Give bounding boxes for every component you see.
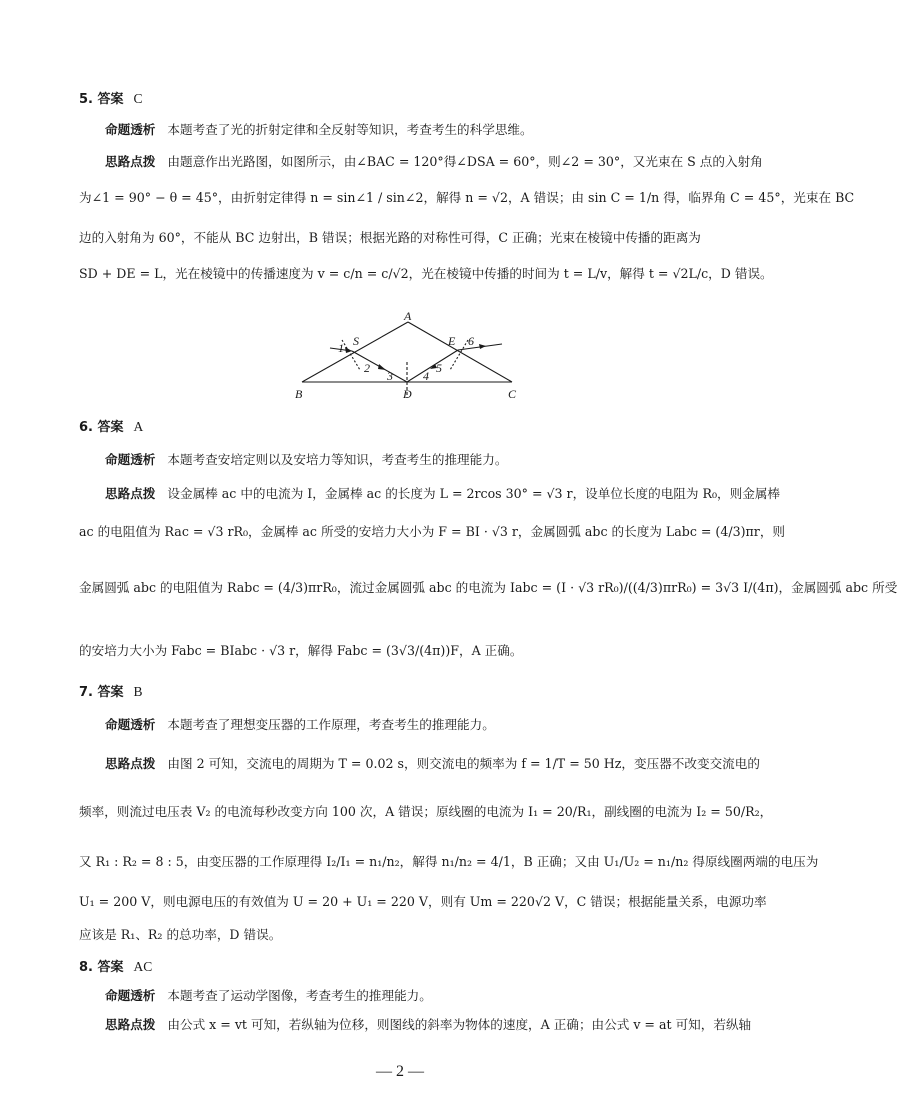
- label-d: D: [403, 387, 412, 401]
- q6-answer-label: 6. 答案: [79, 420, 124, 435]
- q7-answer-label: 7. 答案: [79, 685, 124, 700]
- arrow-incident: [345, 347, 352, 353]
- q5-answer-heading: [79, 88, 143, 107]
- label-a: A: [404, 309, 412, 323]
- q6-silu-line-2: ac 的电阻值为 Rac = √3 rR₀，金属棒 ac 所受的安培力大小为 F = BI · √3 r，金属圆弧 abc 的长度为 Labc = (4/3)πr，则: [79, 524, 786, 539]
- q5-mingti-label: 命题透析: [105, 122, 156, 137]
- q7-silu-line-1: [105, 754, 760, 774]
- q5-silu-text-1: 由题意作出光路图，如图所示，由∠BAC = 120°得∠DSA = 60°，则∠2 = 30°，又光束在 S 点的入射角: [167, 154, 763, 169]
- q6-silu-label: 思路点拨: [105, 486, 156, 501]
- q5-silu-line-1: [105, 152, 763, 172]
- q7-silu-line-3: 又 R₁ : R₂ = 8 : 5，由变压器的工作原理得 I₂/I₁ = n₁/n₂，解得 n₁/n₂ = 4/1，B 正确；又由 U₁/U₂ = n₁/n₂ 得原线圈两端的电压为: [79, 854, 819, 869]
- q8-answer-heading: [79, 956, 152, 975]
- q5-silu-line-2: 为∠1 = 90° − θ = 45°，由折射定律得 n = sin∠1 / sin∠2，解得 n = √2，A 错误；由 sin C = 1/n 得，临界角 C = 45°，光束在 BC: [79, 190, 855, 205]
- page-number: — 2 —: [376, 1063, 424, 1080]
- q7-silu-text-1: 由图 2 可知，交流电的周期为 T = 0.02 s，则交流电的频率为 f = 1/T = 50 Hz，变压器不改变交流电的: [167, 756, 760, 771]
- q5-answer-value: C: [133, 91, 143, 106]
- q5-mingti: [105, 120, 533, 140]
- q6-mingti: [105, 450, 507, 470]
- q8-mingti-label: 命题透析: [105, 988, 156, 1003]
- q8-silu-line-1: [105, 1015, 751, 1035]
- q7-answer-value: B: [133, 684, 143, 699]
- q7-silu-line-5: 应该是 R₁、R₂ 的总功率，D 错误。: [79, 927, 282, 942]
- arrow-sd: [378, 364, 386, 370]
- label-s: S: [353, 334, 359, 348]
- angle-5: 5: [436, 361, 442, 375]
- q6-mingti-text: 本题考查安培定则以及安培力等知识，考查考生的推理能力。: [167, 452, 508, 467]
- q8-silu-label: 思路点拨: [105, 1017, 156, 1032]
- ray-d-to-e: [407, 350, 458, 382]
- q6-answer-heading: [79, 416, 143, 435]
- q8-answer-label: 8. 答案: [79, 960, 124, 975]
- q7-silu-line-4: U₁ = 200 V，则电源电压的有效值为 U = 20 + U₁ = 220 V，则有 Um = 220√2 V，C 错误；根据能量关系，电源功率: [79, 894, 767, 909]
- angle-1: 1: [338, 341, 344, 355]
- label-e: E: [448, 334, 456, 348]
- q5-answer-label: 5. 答案: [79, 92, 124, 107]
- q8-mingti: [105, 986, 432, 1006]
- q5-mingti-text: 本题考查了光的折射定律和全反射等知识，考查考生的科学思维。: [167, 122, 533, 137]
- angle-4: 4: [423, 369, 429, 383]
- q6-silu-line-3: 金属圆弧 abc 的电阻值为 Rabc = (4/3)πrR₀，流过金属圆弧 abc 的电流为 Iabc = (I · √3 rR₀)/((4/3)πrR₀) = 3√3 I/(4π)，金属圆弧 abc 所受: [79, 580, 897, 595]
- q6-silu-line-1: [105, 484, 780, 504]
- q8-answer-value: AC: [133, 959, 153, 974]
- q8-silu-text-1: 由公式 x = vt 可知，若纵轴为位移，则图线的斜率为物体的速度，A 正确；由公式 v = at 可知，若纵轴: [167, 1017, 752, 1032]
- q7-answer-heading: [79, 681, 143, 700]
- q6-mingti-label: 命题透析: [105, 452, 156, 467]
- angle-6: 6: [468, 334, 474, 348]
- q6-silu-text-1: 设金属棒 ac 中的电流为 I，金属棒 ac 的长度为 L = 2rcos 30° = √3 r，设单位长度的电阻为 R₀，则金属棒: [167, 486, 781, 501]
- q6-silu-line-4: 的安培力大小为 Fabc = BIabc · √3 r，解得 Fabc = (3√3/(4π))F，A 正确。: [79, 643, 523, 658]
- prism-light-path-figure: [290, 309, 530, 402]
- q5-silu-label: 思路点拨: [105, 154, 156, 169]
- q7-mingti-label: 命题透析: [105, 717, 156, 732]
- label-c: C: [508, 387, 517, 401]
- q5-silu-line-3: 边的入射角为 60°，不能从 BC 边射出，B 错误；根据光路的对称性可得，C 正确；光束在棱镜中传播的距离为: [79, 230, 701, 245]
- angle-2: 2: [364, 361, 370, 375]
- arrow-emergent: [479, 344, 486, 349]
- angle-3: 3: [387, 369, 393, 383]
- q6-answer-value: A: [133, 419, 144, 434]
- q7-mingti: [105, 715, 495, 735]
- q7-silu-label: 思路点拨: [105, 756, 156, 771]
- q7-mingti-text: 本题考查了理想变压器的工作原理，考查考生的推理能力。: [167, 717, 495, 732]
- q5-silu-line-4: SD + DE = L，光在棱镜中的传播速度为 v = c/n = c/√2，光在棱镜中传播的时间为 t = L/v，解得 t = √2L/c，D 错误。: [79, 266, 773, 281]
- q8-mingti-text: 本题考查了运动学图像，考查考生的推理能力。: [167, 988, 432, 1003]
- label-b: B: [295, 387, 303, 401]
- q7-silu-line-2: 频率，则流过电压表 V₂ 的电流每秒改变方向 100 次，A 错误；原线圈的电流为 I₁ = 20/R₁，副线圈的电流为 I₂ = 50/R₂，: [79, 804, 773, 819]
